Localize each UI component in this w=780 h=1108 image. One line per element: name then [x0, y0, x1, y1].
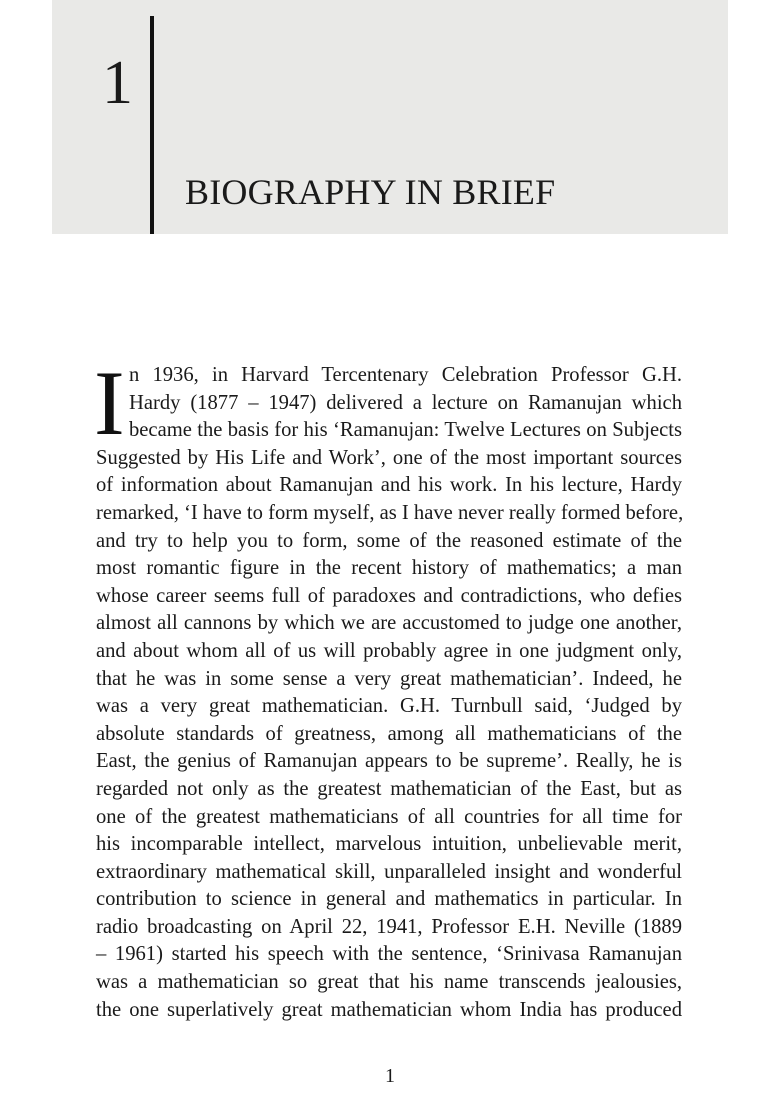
- paragraph-line: was a mathematician so great that his name transcends jealousies,: [96, 971, 682, 994]
- paragraph-line: Hardy (1877 – 1947) delivered a lecture on Ramanujan which: [129, 391, 682, 414]
- paragraph-line: regarded not only as the greatest mathematician of the East, but as: [96, 777, 682, 800]
- paragraph-line: remarked, ‘I have to form myself, as I have never really formed before,: [96, 501, 684, 524]
- paragraph-line: one of the greatest mathematicians of all countries for all time for: [96, 805, 682, 828]
- paragraph-line: and try to help you to form, some of the reasoned estimate of the: [96, 529, 682, 552]
- paragraph-line: absolute standards of greatness, among all mathematicians of the: [96, 722, 682, 745]
- paragraph-line: the one superlatively great mathematician whom India has produced: [96, 998, 682, 1021]
- paragraph-line: most romantic figure in the recent history of mathematics; a man: [96, 557, 682, 580]
- paragraph-line: that he was in some sense a very great mathematician’. Indeed, he: [96, 667, 682, 690]
- paragraph-line: his incomparable intellect, marvelous intuition, unbelievable merit,: [96, 833, 682, 856]
- paragraph-line: almost all cannons by which we are accustomed to judge one another,: [96, 612, 682, 635]
- paragraph-line: contribution to science in general and mathematics in particular. In: [96, 888, 682, 911]
- drop-cap: I: [94, 352, 125, 454]
- chapter-number: 1: [102, 49, 133, 117]
- paragraph-line: Suggested by His Life and Work’, one of the most important sources: [96, 446, 682, 469]
- paragraph-line: East, the genius of Ramanujan appears to be supreme’. Really, he is: [96, 750, 682, 773]
- paragraph-line: was a very great mathematician. G.H. Turnbull said, ‘Judged by: [96, 695, 682, 718]
- chapter-title: BIOGRAPHY IN BRIEF: [185, 172, 556, 212]
- paragraph-line: extraordinary mathematical skill, unparalleled insight and wonderful: [96, 860, 682, 883]
- paragraph-line: and about whom all of us will probably agree in one judgment only,: [96, 639, 682, 662]
- body-paragraph: [94, 352, 684, 1024]
- paragraph-line: of information about Ramanujan and his work. In his lecture, Hardy: [96, 474, 682, 497]
- paragraph-line: n 1936, in Harvard Tercentenary Celebration Professor G.H.: [129, 364, 682, 386]
- page-number: 1: [385, 1065, 395, 1087]
- chapter-divider-rule: [150, 16, 154, 234]
- paragraph-line: radio broadcasting on April 22, 1941, Professor E.H. Neville (1889: [96, 915, 682, 938]
- paragraph-line: whose career seems full of paradoxes and contradictions, who defies: [96, 584, 682, 607]
- paragraph-line: became the basis for his ‘Ramanujan: Twelve Lectures on Subjects: [129, 419, 682, 442]
- paragraph-line: – 1961) started his speech with the sentence, ‘Srinivasa Ramanujan: [96, 943, 682, 966]
